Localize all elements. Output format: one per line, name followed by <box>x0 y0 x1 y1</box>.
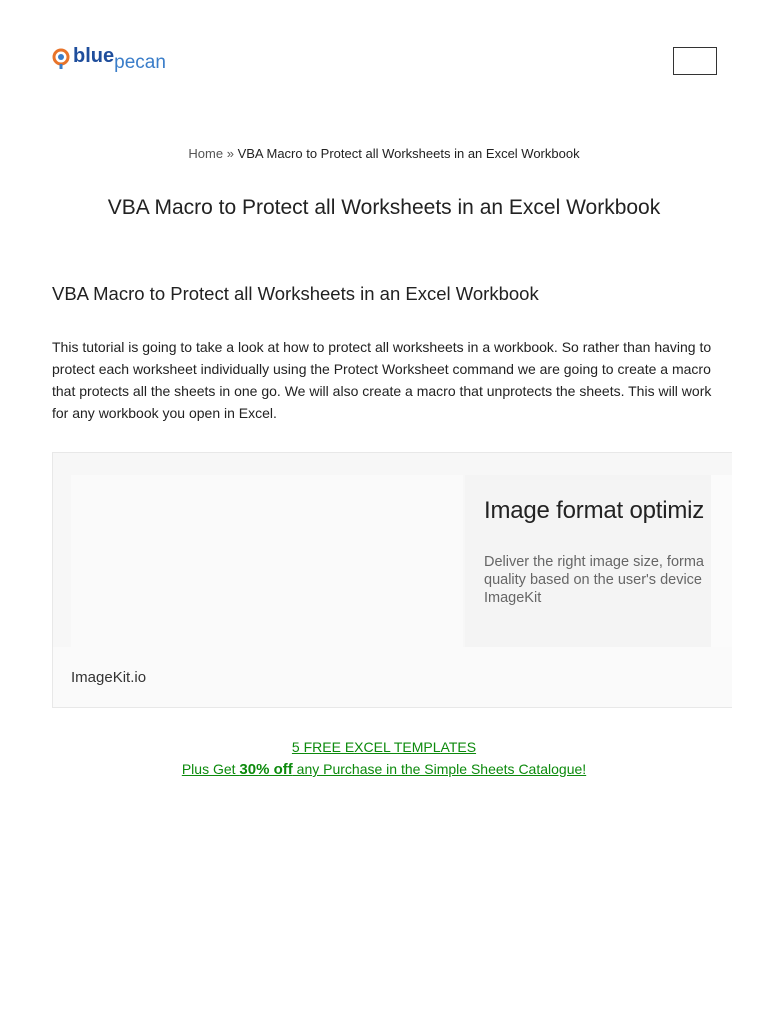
ad-brand: ImageKit.io <box>71 669 147 686</box>
breadcrumb-home-link[interactable]: Home <box>188 146 224 161</box>
article-body: This tutorial is going to take a look at how to protect all worksheets in a workbook. So rather than having to protect each worksheet individually using the Protect Worksheet command we are going to create a macro that protects all the sheets in one go. We will also create a macro that unprotects the sheets. This will work for any workbook you open in Excel. <box>52 339 712 421</box>
promo-prefix: Plus Get <box>181 761 240 777</box>
promo-suffix: any Purchase in the Simple Sheets Catalogue! <box>292 761 587 777</box>
ad-next-slide <box>711 475 732 647</box>
breadcrumb-separator: » <box>226 146 234 161</box>
page-title: VBA Macro to Protect all Worksheets in an Excel Workbook <box>107 196 661 219</box>
ad-heading: Image format optimiz <box>484 497 705 524</box>
menu-toggle-button[interactable] <box>673 47 717 75</box>
article-title: VBA Macro to Protect all Worksheets in an Excel Workbook <box>52 283 539 304</box>
promo-catalogue-link[interactable] <box>182 761 586 777</box>
logo-mark-icon <box>52 48 72 70</box>
breadcrumb <box>0 146 768 161</box>
logo-text-blue: blue <box>73 45 115 67</box>
promo-templates-link[interactable]: 5 FREE EXCEL TEMPLATES <box>291 739 477 755</box>
promo-banner <box>0 736 768 781</box>
breadcrumb-current: VBA Macro to Protect all Worksheets in an Excel Workbook <box>237 146 580 161</box>
promo-discount: 30% off <box>239 761 293 778</box>
ad-description: Deliver the right image size, forma quality based on the user's device ImageKit <box>484 554 704 606</box>
site-logo[interactable] <box>52 45 166 73</box>
logo-text-pecan: pecan <box>114 52 166 73</box>
advertisement[interactable] <box>52 452 732 708</box>
ad-footer <box>53 647 732 708</box>
site-header <box>0 0 768 110</box>
ad-image-area <box>71 475 463 647</box>
